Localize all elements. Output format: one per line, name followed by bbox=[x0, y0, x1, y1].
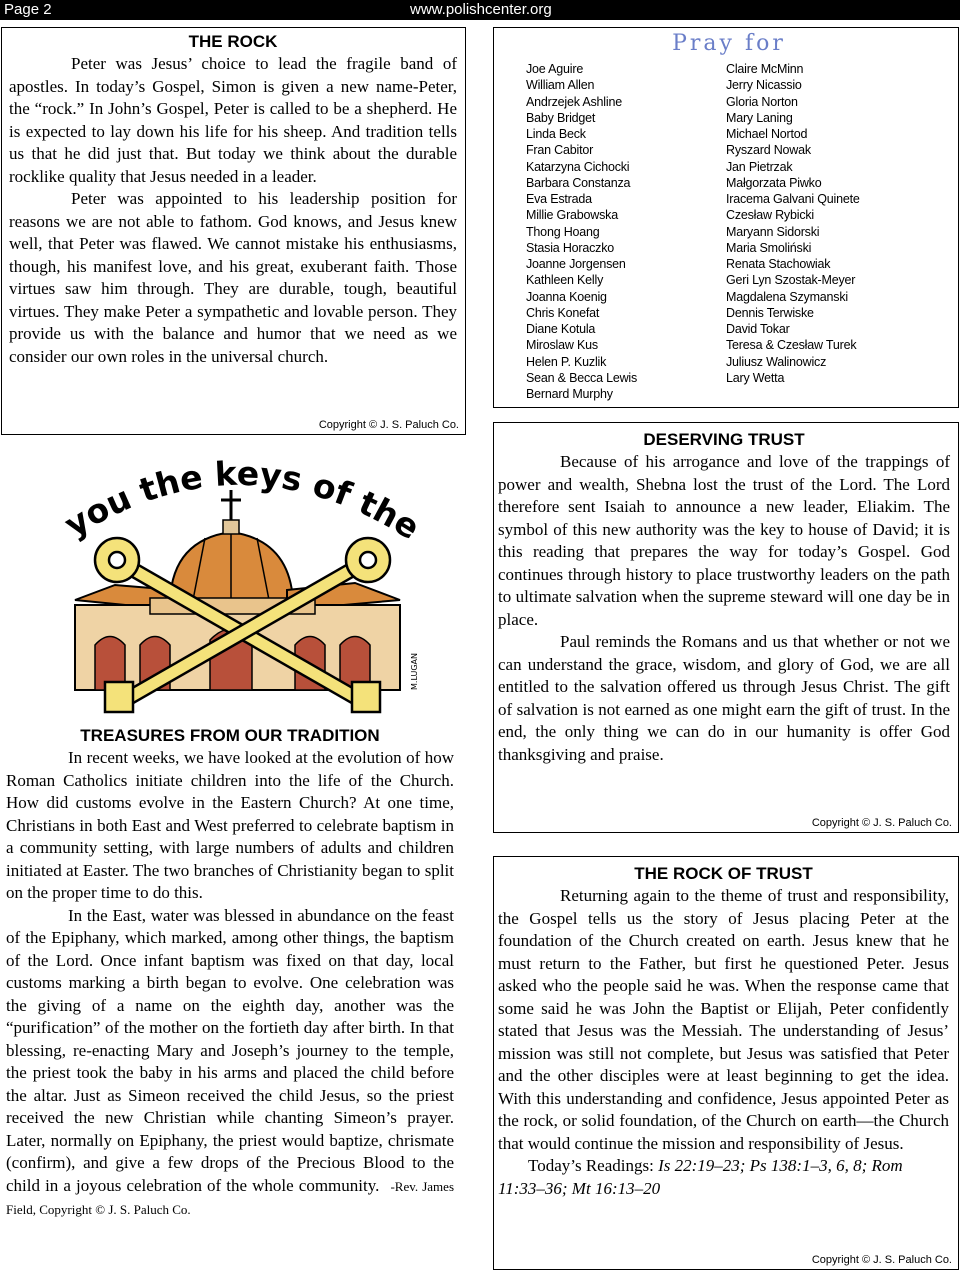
pray-list-right bbox=[726, 61, 860, 386]
readings-citations: Is 22:19–23; Ps 138:1–3, 6, 8; Rom 11:33–36; Mt 16:13–20 bbox=[498, 1156, 903, 1198]
prayer-name: Baby Bridget bbox=[526, 110, 596, 125]
treasures-section bbox=[6, 726, 454, 1222]
the-rock-box bbox=[1, 27, 466, 435]
prayer-name: Eva Estrada bbox=[526, 192, 592, 206]
prayer-name: Stasia Horaczko bbox=[526, 240, 615, 255]
deserving-trust-title: DESERVING TRUST bbox=[643, 430, 805, 449]
prayer-name: Claire McMinn bbox=[726, 62, 804, 76]
treasures-credit: -Rev. James Field, Copyright © J. S. Paluch Co. bbox=[6, 1178, 455, 1217]
illustration-caption: you the keys of the bbox=[57, 453, 427, 548]
prayer-name: Linda Beck bbox=[526, 127, 586, 141]
prayer-name: Jerry Nicassio bbox=[726, 78, 802, 93]
pray-list-left bbox=[526, 61, 637, 402]
prayer-name: Juliusz Walinowicz bbox=[726, 354, 827, 369]
prayer-name: Chris Konefat bbox=[526, 305, 600, 320]
prayer-name: Ryszard Nowak bbox=[726, 143, 811, 158]
prayer-name: Miroslaw Kus bbox=[526, 338, 598, 353]
prayer-name: Geri Lyn Szostak-Meyer bbox=[726, 273, 856, 288]
prayer-name: Maryann Sidorski bbox=[726, 224, 820, 239]
the-rock-paragraph-2: Peter was appointed to his leadership position for reasons we are not able to fathom. God knows, and Jesus knew well, that Peter was flawed. We cannot mistake his enthusiasms, though, his manifest love, and his great, exuberant faith. Those virtues saw him through. They are durable, tough, beautiful virtues. They make Peter a sympathetic and lovable person. They provide us with the balance and humor that we need as we consider our own roles in the universal church. bbox=[9, 189, 457, 366]
deserving-trust-paragraph-2: Paul reminds the Romans and us that whether or not we can understand the grace, wisdom, and glory of God, we are all entitled to the salvation offered us through Jesus Christ. The gift of salvation is not earned as one might earn the gift of trust. In the end, the only thing we can do in our humanity is offer God thanksgiving and praise. bbox=[498, 632, 950, 764]
prayer-name: Małgorzata Piwko bbox=[726, 175, 822, 190]
prayer-name: Iracema Galvani Quinete bbox=[726, 192, 860, 206]
prayer-name: Jan Pietrzak bbox=[726, 159, 793, 174]
rock-of-trust-title: THE ROCK OF TRUST bbox=[634, 864, 813, 883]
page-number: Page 2 bbox=[4, 1, 52, 18]
prayer-name: Michael Nortod bbox=[726, 127, 808, 141]
treasures-title: TREASURES FROM OUR TRADITION bbox=[80, 726, 380, 745]
prayer-name: David Tokar bbox=[726, 322, 790, 336]
prayer-name: Teresa & Czesław Turek bbox=[726, 338, 857, 353]
deserving-trust-box bbox=[493, 422, 959, 833]
prayer-name: Mary Laning bbox=[726, 110, 793, 125]
deserving-trust-paragraph-1: Because of his arrogance and love of the trappings of power and wealth, Shebna lost the trust of the Lord. The Lord therefore sent Isaiah to announce a new leader, Eliakim. The symbol of this new authority was the key to house of David; it is this reading that prepares the way for today’s Gospel. God continues through history to place trustworthy leaders on the path to ultimate salvation when the supreme steward will one day be in place. bbox=[498, 452, 950, 629]
prayer-name: Fran Cabitor bbox=[526, 143, 594, 158]
prayer-name: Barbara Constanza bbox=[526, 175, 631, 190]
rock-of-trust-copyright: Copyright © J. S. Paluch Co. bbox=[811, 1254, 952, 1266]
rock-of-trust-paragraph: Returning again to the theme of trust and responsibility, the Gospel tells us the story of Jesus placing Peter at the foundation of the Church created on earth. Jesus knew that he must return to the Father, but first he questioned Peter. Jesus asked who the people said he was. When the response came that some said he was John the Baptist or Elijah, Peter confidently stated that Jesus was the Messiah. The understanding of Jesus’ mission was still not complete, but Jesus was satisfied that Peter and the other disciples were at least beginning to get the idea. With this understanding and confidence, Jesus appointed Peter as the rock, or solid foundation, of the Church on earth—the Church that would continue the mission and responsibility of Jesus. bbox=[498, 886, 949, 1153]
readings-label: Today’s Readings: bbox=[528, 1156, 654, 1175]
prayer-name: Joe Aguire bbox=[526, 62, 584, 76]
prayer-name: Helen P. Kuzlik bbox=[526, 354, 607, 369]
prayer-name: Thong Hoang bbox=[526, 224, 600, 239]
illustrator-signature: M.LUGAN bbox=[410, 652, 419, 690]
deserving-trust-copyright: Copyright © J. S. Paluch Co. bbox=[811, 817, 952, 829]
treasures-body bbox=[6, 747, 454, 1222]
pray-for-box bbox=[493, 27, 959, 408]
treasures-paragraph-1: In recent weeks, we have looked at the evolution of how Roman Catholics initiate children into the life of the Church. How did customs evolve in the Eastern Church? At one time, Christians in both East and West preferred to celebrate baptism in a community setting, with large numbers of adults and children initiated at Easter. The two branches of Christianity began to split on the proper time to do this. bbox=[6, 748, 454, 902]
the-rock-paragraph-1: Peter was Jesus’ choice to lead the fragile band of apostles. In today’s Gospel, Simon is given a new name-Peter, the “rock.” In John’s Gospel, Peter is called to be a shepherd. He is expected to lay down his life for his sheep. And tradition tells us that he did just that. But today we think about the durable rocklike quality that Jesus needed in a leader. bbox=[9, 54, 457, 186]
prayer-name: Kathleen Kelly bbox=[526, 273, 604, 288]
prayer-name: Millie Grabowska bbox=[526, 208, 618, 223]
prayer-name: Lary Wetta bbox=[726, 370, 785, 385]
page-header bbox=[0, 0, 960, 20]
the-rock-body bbox=[9, 53, 457, 368]
prayer-name: Diane Kotula bbox=[526, 322, 596, 336]
prayer-name: Renata Stachowiak bbox=[726, 257, 831, 271]
keys-illustration bbox=[55, 450, 430, 715]
prayer-name: Maria Smoliński bbox=[726, 240, 812, 255]
the-rock-title: THE ROCK bbox=[188, 32, 278, 51]
rock-of-trust-box bbox=[493, 856, 959, 1270]
prayer-name: Katarzyna Cichocki bbox=[526, 159, 630, 174]
readings-line bbox=[498, 1155, 949, 1200]
website-url[interactable]: www.polishcenter.org bbox=[410, 1, 552, 18]
prayer-name: Sean & Becca Lewis bbox=[526, 370, 638, 385]
rock-of-trust-body bbox=[498, 885, 949, 1200]
prayer-name: William Allen bbox=[526, 78, 595, 93]
prayer-name: Joanna Koenig bbox=[526, 289, 607, 304]
pray-for-title: Pray for bbox=[672, 31, 786, 56]
the-rock-copyright: Copyright © J. S. Paluch Co. bbox=[318, 419, 459, 431]
prayer-name: Bernard Murphy bbox=[526, 387, 613, 401]
prayer-name: Joanne Jorgensen bbox=[526, 257, 626, 271]
deserving-trust-body bbox=[498, 451, 950, 766]
treasures-paragraph-2-text: In the East, water was blessed in abundance on the feast of the Epiphany, which marked, among other things, the baptism of the Lord. Once infant baptism was fixed on that day, local customs marking a birth began to evolve. One celebration was the giving of a name on the eighth day, another was the “purification” of the mother on the fortieth day after birth. In that blessing, re-enacting Mary and Joseph’s journey to the temple, the priest took the baby in his arms and placed the child before the altar. Just as Simeon received the child Jesus, so the priest received the new Christian while chanting Simeon’s prayer. Later, normally on Epiphany, the priest would baptize, chrismate (confirm), and give a few drops of the Precious Blood to the child in a joyous celebration of the whole community. bbox=[6, 905, 454, 1195]
prayer-name: Andrzejek Ashline bbox=[526, 94, 622, 109]
prayer-name: Dennis Terwiske bbox=[726, 305, 814, 320]
prayer-name: Magdalena Szymanski bbox=[726, 289, 848, 304]
prayer-name: Gloria Norton bbox=[726, 94, 798, 109]
keys-of-kingdom-drawing bbox=[55, 450, 430, 715]
treasures-paragraph-2 bbox=[6, 905, 454, 1222]
prayer-name: Czesław Rybicki bbox=[726, 208, 814, 223]
